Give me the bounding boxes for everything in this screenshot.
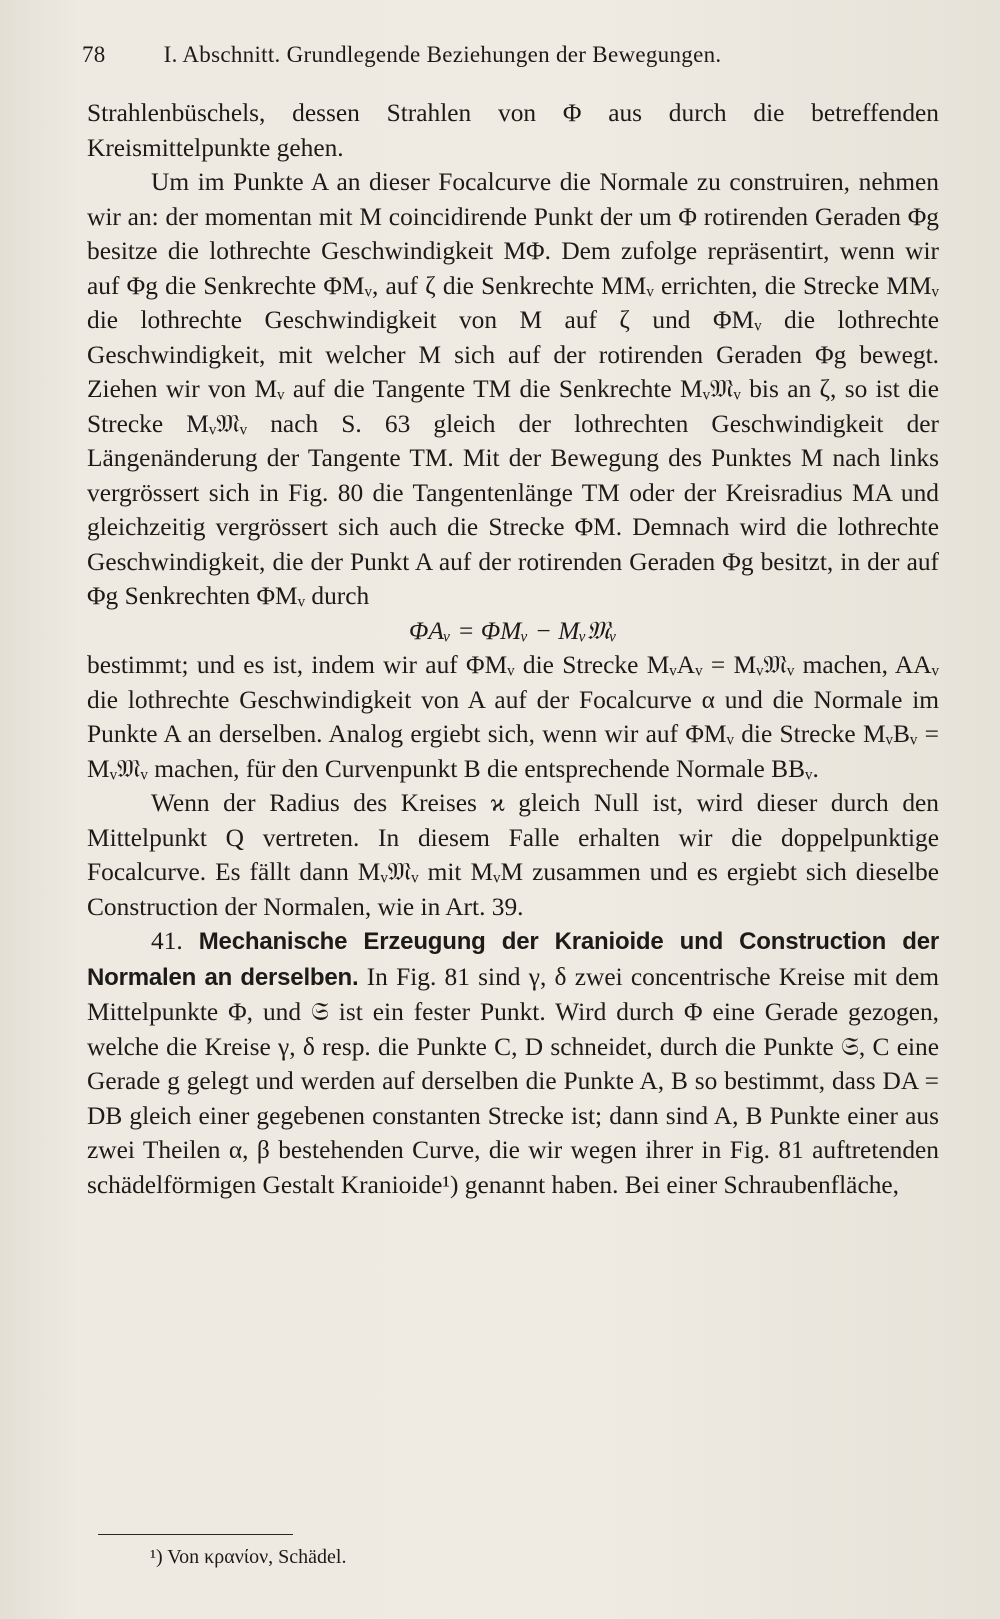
paragraph-continuation: Strahlenbüschels, dessen Strahlen von Φ aus durch die betreffenden Kreismittelpunkte gehen. xyxy=(87,99,939,162)
section-heading: Mechanische Erzeugung der Kranioide und Construction der Normalen an derselben. xyxy=(87,928,939,991)
page-number: 78 xyxy=(82,42,106,67)
section-number: 41. xyxy=(151,927,183,955)
running-header xyxy=(82,42,942,68)
footnote: ¹) Von κρανίον, Schädel. xyxy=(150,1546,347,1568)
main-text xyxy=(87,96,939,1202)
running-title: I. Abschnitt. Grundlegende Beziehungen der Bewegungen. xyxy=(163,42,722,67)
footnote-rule xyxy=(98,1534,293,1535)
paragraph-result: bestimmt; und es ist, indem wir auf ΦMᵥ die Strecke MᵥAᵥ = Mᵥ𝔐ᵥ machen, AAᵥ die lothrechte Geschwindigkeit von A auf der Focalcurve α und die Normale im Punkte A an derselben. Analog ergiebt sich, wenn wir auf ΦMᵥ die Strecke MᵥBᵥ = Mᵥ𝔐ᵥ machen, für den Curvenpunkt B die entsprechende Normale BBᵥ. xyxy=(87,651,939,783)
section-text: In Fig. 81 sind γ, δ zwei concentrische Kreise mit dem Mittelpunkte Φ, und 𝔖 ist ein fester Punkt. Wird durch Φ eine Gerade gezogen, welche die Kreise γ, δ resp. die Punkte C, D schneidet, durch die Punkte 𝔖, C eine Gerade g gelegt und werden auf derselben die Punkte A, B so bestimmt, dass DA = DB gleich einer gegebenen constanten Strecke ist; dann sind A, B Punkte einer aus zwei Theilen α, β bestehenden Curve, die wir wegen ihrer in Fig. 81 auftretenden schädelförmigen Gestalt Kranioide¹) genannt haben. Bei einer Schraubenfläche, xyxy=(87,962,939,1199)
paragraph-section-41 xyxy=(87,924,939,1202)
formula: ΦAᵥ = ΦMᵥ − Mᵥ𝔐ᵥ xyxy=(409,616,617,645)
paragraph-radius-zero: Wenn der Radius des Kreises ϰ gleich Null ist, wird dieser durch den Mittelpunkt Q vertreten. In diesem Falle erhalten wir die doppelpunktige Focalcurve. Es fällt dann Mᵥ𝔐ᵥ mit MᵥM zusammen und es ergiebt sich dieselbe Construction der Normalen, wie in Art. 39. xyxy=(87,789,939,921)
paragraph-normal-construction: Um im Punkte A an dieser Focalcurve die Normale zu construiren, nehmen wir an: der momentan mit M coincidirende Punkt der um Φ rotirenden Geraden Φg besitze die lothrechte Geschwindigkeit MΦ. Dem zufolge repräsentirt, wenn wir auf Φg die Senkrechte ΦMᵥ, auf ζ die Senkrechte MMᵥ errichten, die Strecke MMᵥ die lothrechte Geschwindigkeit von M auf ζ und ΦMᵥ die lothrechte Geschwindigkeit, mit welcher M sich auf der rotirenden Geraden Φg bewegt. Ziehen wir von Mᵥ auf die Tangente TM die Senkrechte Mᵥ𝔐ᵥ bis an ζ, so ist die Strecke Mᵥ𝔐ᵥ nach S. 63 gleich der lothrechten Geschwindigkeit der Längenänderung der Tangente TM. Mit der Bewegung des Punktes M nach links vergrössert sich in Fig. 80 die Tangentenlänge TM oder der Kreisradius MA und gleichzeitig vergrössert sich auch die Strecke ΦM. Demnach wird die lothrechte Geschwindigkeit, die der Punkt A auf der rotirenden Geraden Φg besitzt, in der auf Φg Senkrechten ΦMᵥ durch xyxy=(87,168,939,610)
